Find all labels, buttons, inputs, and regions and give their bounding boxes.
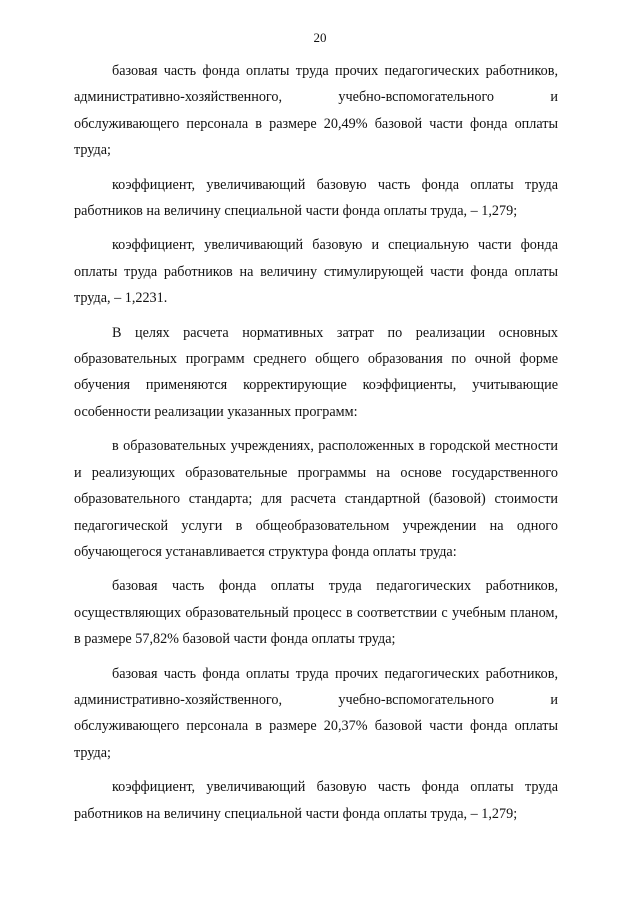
paragraph: базовая часть фонда оплаты труда прочих педагогических работников, административно-хозяйственного, учебно-вспомогательного и обслуживающего персонала в размере 20,49% базовой части фонда оплаты труда; [74,63,558,159]
paragraph: коэффициент, увеличивающий базовую часть фонда оплаты труда работников на величину специальной части фонда оплаты труда, – 1,279; [74,176,558,220]
document-body [74,58,558,835]
paragraph: в образовательных учреждениях, расположенных в городской местности и реализующих образовательные программы на основе государственного образовательного стандарта; для расчета стандартной (базовой) стоимости педагогической услуги в общеобразовательном учреждении на одного обучающегося устанавливается структура фонда оплаты труда: [74,438,558,560]
paragraph: базовая часть фонда оплаты труда педагогических работников, осуществляющих образовательный процесс в соответствии с учебным планом, в размере 57,82% базовой части фонда оплаты труда; [74,578,558,648]
paragraph: базовая часть фонда оплаты труда прочих педагогических работников, административно-хозяйственного, учебно-вспомогательного и обслуживающего персонала в размере 20,37% базовой части фонда оплаты труда; [74,665,558,761]
paragraph: коэффициент, увеличивающий базовую часть фонда оплаты труда работников на величину специальной части фонда оплаты труда, – 1,279; [74,779,558,822]
page-number: 20 [313,30,327,45]
paragraph: В целях расчета нормативных затрат по реализации основных образовательных программ среднего общего образования по очной форме обучения применяются корректирующие коэффициенты, учитывающие особенности реализации указанных программ: [74,324,558,420]
paragraph: коэффициент, увеличивающий базовую и специальную части фонда оплаты труда работников на величину стимулирующей части фонда оплаты труда, – 1,2231. [74,237,558,307]
